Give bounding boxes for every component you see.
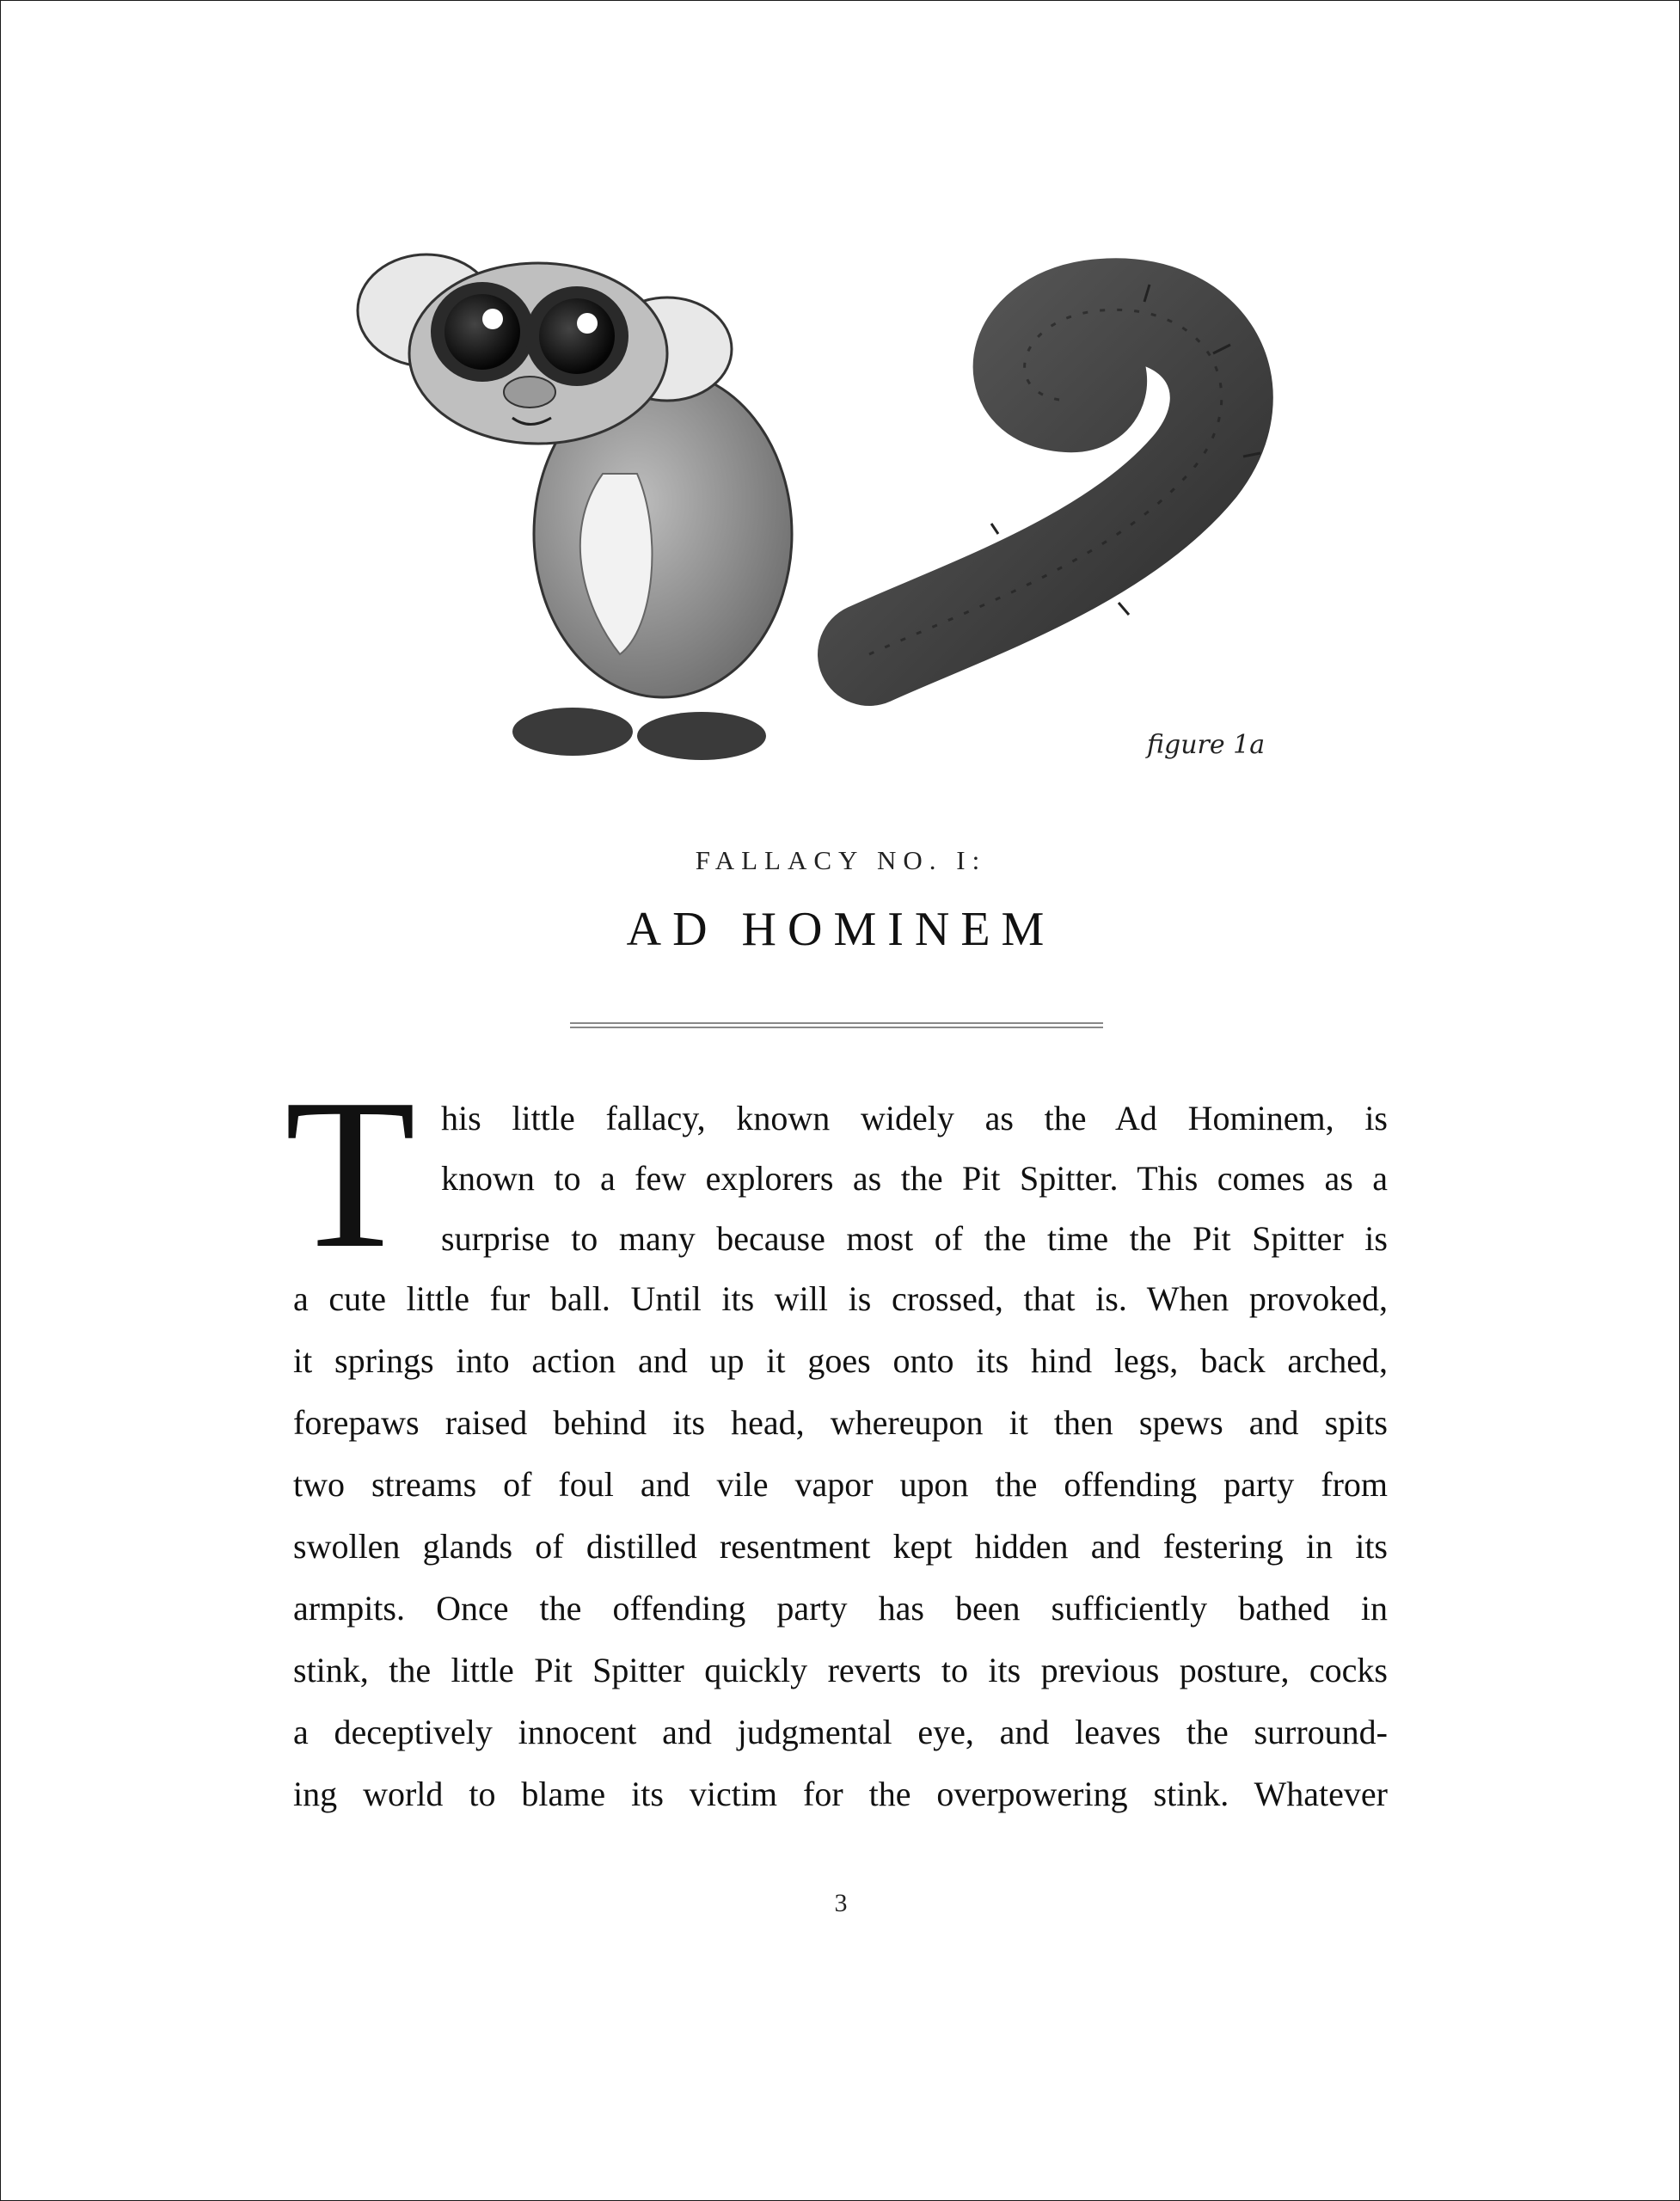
body-line: stink, the little Pit Spitter quickly reverts to its previous posture, cocks [293,1651,1388,1689]
page-number: 3 [834,1889,848,1917]
body-line: a cute little fur ball. Until its will is crossed, that is. When provoked, [293,1279,1388,1318]
body-line: his little fallacy, known widely as the Ad Hominem, is [441,1099,1388,1137]
body-line: forepaws raised behind its head, whereupon it then spews and spits [293,1403,1388,1442]
body-line: two streams of foul and vile vapor upon the offending party from [293,1465,1388,1504]
body-line: a deceptively innocent and judgmental eye, and leaves the surround- [293,1713,1388,1751]
body-line: known to a few explorers as the Pit Spitter. This comes as a [441,1159,1388,1198]
body-line: it springs into action and up it goes onto its hind legs, back arched, [293,1341,1388,1380]
chapter-kicker: FALLACY NO. I: [695,845,987,875]
body-line: swollen glands of distilled resentment kept hidden and festering in its [293,1527,1388,1566]
figure-caption: figure 1a [1147,730,1266,760]
drop-cap: T [285,1055,416,1293]
body-line: surprise to many because most of the time the Pit Spitter is [441,1219,1388,1258]
title-divider [570,1022,1103,1028]
chapter-title: AD HOMINEM [626,903,1056,956]
body-line: armpits. Once the offending party has been sufficiently bathed in [293,1589,1388,1628]
body-line: ing world to blame its victim for the overpowering stink. Whatever [293,1775,1388,1813]
